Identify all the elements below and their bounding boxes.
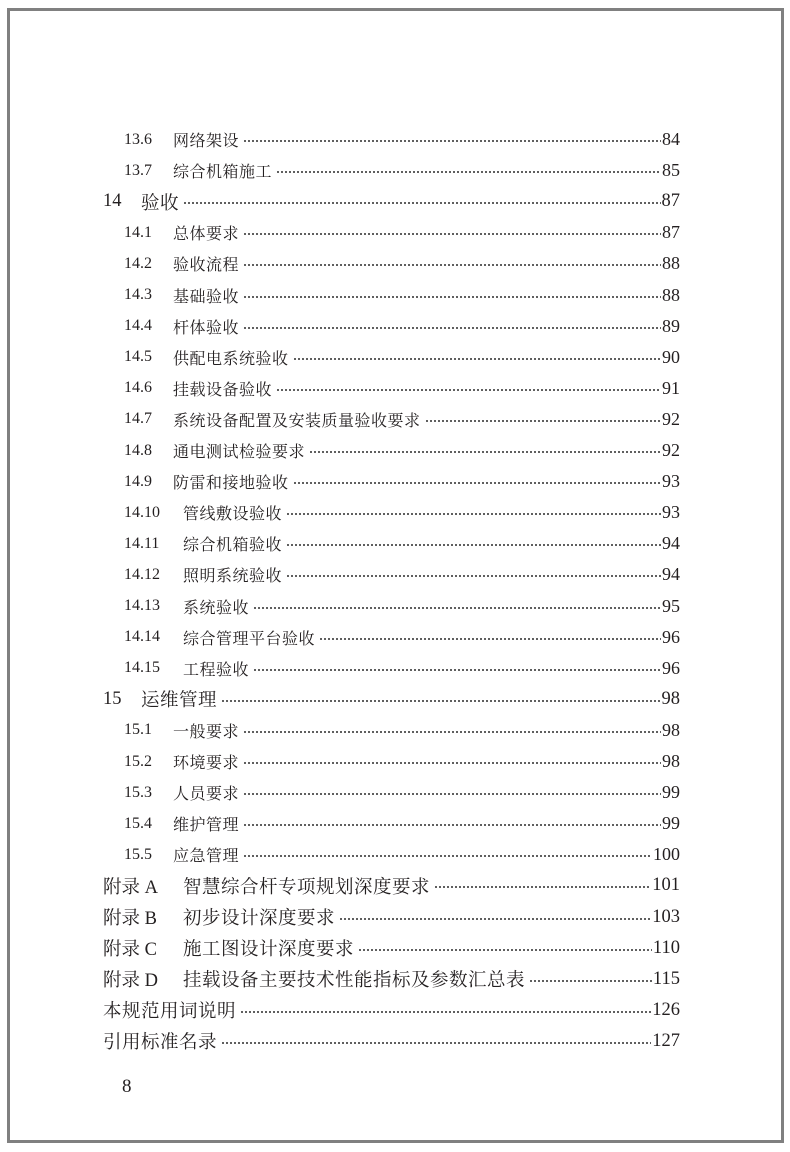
toc-entry-title: 网络架设 [173,131,240,150]
toc-entry-page: 126 [652,999,680,1020]
toc-entry[interactable] [124,280,680,311]
toc-entry-page: 87 [662,222,680,243]
toc-entry-page: 99 [662,782,680,803]
toc-entry-number: 14.1 [124,223,152,241]
toc-entry-page: 90 [662,346,680,367]
toc-entry-number: 附录 D [103,971,158,992]
toc-entry-title: 施工图设计深度要求 [183,939,355,961]
toc-entry-title: 供配电系统验收 [173,348,289,368]
toc-entry-page: 115 [652,968,680,989]
toc-entry-page: 101 [652,875,680,896]
toc-entry-title: 应急管理 [173,846,240,866]
toc-entry[interactable] [124,777,680,808]
toc-entry-page: 92 [662,408,680,429]
toc-entry-page: 99 [662,813,680,834]
dot-leader [243,777,661,808]
toc-entry-number: 14.2 [124,254,152,272]
toc-entry[interactable] [124,435,680,466]
dot-leader [309,435,661,466]
toc-entry-page: 85 [662,160,680,181]
dot-leader [221,1026,651,1057]
toc-entry-title: 防雷和接地验收 [173,473,289,493]
dot-leader [243,217,661,248]
toc-entry-title: 一般要求 [173,721,240,741]
toc-entry-title: 挂载设备主要技术性能指标及参数汇总表 [183,970,526,992]
toc-entry-page: 127 [652,1030,680,1051]
dot-leader [240,995,651,1026]
toc-entry-title: 综合管理平台验收 [183,628,316,648]
dot-leader [253,591,661,622]
toc-entry-title: 引用标准名录 [103,1032,218,1054]
toc-entry-page: 87 [661,191,680,212]
dot-leader [286,528,661,559]
toc-entry[interactable] [124,373,680,404]
toc-entry-number: 14.15 [124,659,160,677]
toc-entry-number: 14.5 [124,348,152,366]
toc-entry[interactable] [124,808,680,839]
toc-entry[interactable] [124,124,680,155]
toc-entry-title: 系统验收 [183,597,250,617]
toc-entry-title: 验收流程 [173,255,240,275]
toc-entry[interactable] [124,342,680,373]
toc-entry-page: 96 [662,626,680,647]
toc-entry[interactable] [124,404,680,435]
toc-entry-number: 14.8 [124,441,152,459]
toc-entry[interactable] [124,591,680,622]
toc-entry-number: 14.12 [124,565,160,583]
toc-entry-page: 92 [662,440,680,460]
toc-entry-title: 基础验收 [173,286,240,306]
dot-leader [293,342,661,373]
toc-entry-number: 15.5 [124,845,152,863]
toc-entry[interactable] [124,715,680,746]
toc-entry-number: 14.4 [124,317,152,335]
toc-entry-page: 98 [662,751,680,771]
dot-leader [434,870,651,901]
toc-entry-page: 98 [662,719,680,740]
toc-entry-number: 15 [103,688,122,709]
toc-entry-number: 15.2 [124,752,152,770]
toc-entry-page: 100 [653,844,680,865]
toc-entry-number: 14.3 [124,286,152,303]
dot-leader [243,248,661,279]
toc-entry-title: 验收 [141,192,180,214]
dot-leader [243,311,661,342]
toc-entry-number: 13.6 [124,130,152,148]
toc-entry[interactable] [103,684,680,715]
toc-entry[interactable] [124,497,680,528]
toc-entry-page: 88 [662,253,680,274]
toc-entry-title: 系统设备配置及安装质量验收要求 [173,410,421,430]
toc-entry-title: 环境要求 [173,753,240,772]
dot-leader [243,839,652,870]
toc-entry-page: 103 [652,906,680,927]
toc-entry[interactable] [103,1026,680,1057]
dot-leader [425,404,661,435]
toc-entry-page: 88 [662,284,680,305]
toc-entry-page: 94 [662,564,680,585]
toc-entry-title: 人员要求 [173,784,240,804]
toc-entry-title: 工程验收 [183,659,250,679]
toc-entry-number: 15.1 [124,721,152,739]
toc-entry-page: 94 [662,533,680,554]
toc-entry-number: 附录 B [103,909,157,929]
toc-entry-title: 本规范用词说明 [103,1001,237,1023]
toc-entry-page: 93 [662,502,680,523]
toc-entry[interactable] [124,839,680,870]
toc-entry-title: 通电测试检验要求 [173,442,306,461]
toc-entry-page: 93 [662,471,680,492]
dot-leader [243,715,661,746]
toc-entry-number: 14.7 [124,410,152,428]
toc-entry-title: 总体要求 [173,224,240,244]
dot-leader [276,155,661,186]
toc-entry-number: 14.10 [124,503,160,521]
toc-entry-number: 14.6 [124,379,152,397]
toc-entry-number: 附录 C [103,940,157,961]
dot-leader [243,124,661,155]
toc-entry-number: 14 [103,191,122,212]
toc-entry-page: 84 [662,129,680,149]
toc-entry-page: 98 [661,688,680,709]
toc-entry[interactable] [103,186,680,217]
toc-entry-title: 运维管理 [141,690,218,712]
toc-entry-number: 14.13 [124,597,160,614]
toc-entry-page: 89 [662,315,680,336]
dot-leader [243,280,661,311]
toc-entry-page: 95 [662,595,680,616]
toc-entry-title: 照明系统验收 [183,566,283,586]
dot-leader [339,902,651,933]
toc-entry-number: 13.7 [124,161,152,179]
toc-entry-title: 综合机箱施工 [173,162,273,182]
toc-entry[interactable] [103,995,680,1026]
dot-leader [293,466,661,497]
toc-entry-number: 15.4 [124,814,152,832]
toc-entry[interactable] [124,466,680,497]
toc-entry-title: 智慧综合杆专项规划深度要求 [183,876,431,898]
toc-entry[interactable] [124,559,680,590]
toc-entry[interactable] [124,746,680,777]
dot-leader [243,808,661,839]
toc-entry-number: 附录 A [103,877,158,898]
toc-entry[interactable] [103,964,680,995]
toc-entry[interactable] [103,933,680,964]
dot-leader [286,559,661,590]
toc-entry-number: 15.3 [124,783,152,801]
dot-leader [253,653,661,684]
dot-leader [529,964,652,995]
toc-entry-title: 挂载设备验收 [173,379,273,399]
dot-leader [276,373,661,404]
toc-entry[interactable] [124,622,680,653]
toc-entry-title: 初步设计深度要求 [183,908,336,929]
toc-entry[interactable] [124,528,680,559]
toc-entry[interactable] [124,248,680,279]
dot-leader [319,622,661,653]
toc-entry[interactable] [124,653,680,684]
toc-entry-number: 14.11 [124,534,160,552]
dot-leader [286,497,661,528]
toc-entry-page: 96 [662,657,680,678]
dot-leader [183,186,660,217]
toc-entry-title: 杆体验收 [173,317,240,337]
page-number: 8 [122,1076,132,1097]
dot-leader [243,746,661,777]
toc-entry[interactable] [124,311,680,342]
toc-entry-title: 维护管理 [173,815,240,835]
toc-entry[interactable] [124,217,680,248]
toc-entry[interactable] [124,155,680,186]
toc-entry-title: 管线敷设验收 [183,504,283,524]
toc-entry-number: 14.9 [124,472,152,490]
dot-leader [221,684,660,715]
toc-entry-page: 91 [662,377,680,398]
toc-entry-number: 14.14 [124,628,160,646]
toc-entry-title: 综合机箱验收 [183,535,283,555]
toc-entry[interactable] [103,870,680,901]
toc-entry[interactable] [103,902,680,933]
toc-entry-page: 110 [652,937,680,958]
dot-leader [358,933,652,964]
